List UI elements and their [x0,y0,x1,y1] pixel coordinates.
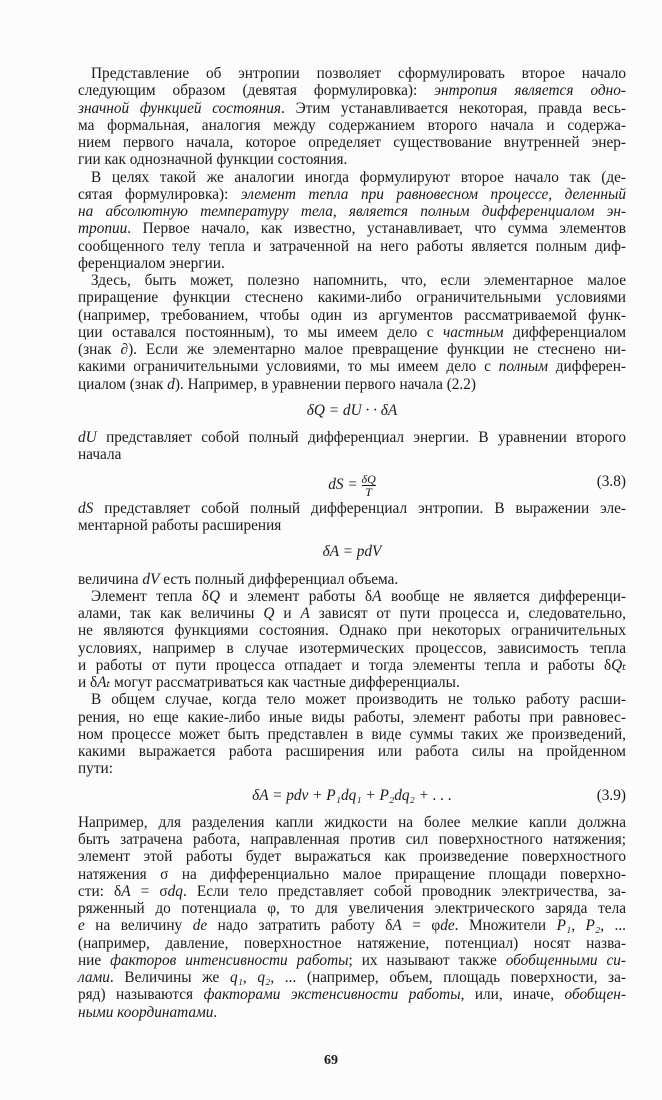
text-line [78,814,626,831]
text-run: (знак [78,341,121,358]
italic-text: dq [167,882,183,900]
text-run: и работы от пути процесса отпадает и тогда элементы тепла и работы δ [78,656,612,674]
text-run: элемент этой работы будет выражаться как произведение поверхностного [78,848,626,866]
text-line [78,900,626,917]
text-run: циалом (знак [78,375,168,393]
text-run: = φ [401,917,441,935]
text-line [78,289,626,306]
text-run: приращение функции стеснено какими-либо ограничительными условиями [78,289,626,307]
text-line [78,917,626,934]
text-run: дифференциалом [503,323,626,341]
text-run: начала [78,446,122,464]
italic-text: e [78,917,85,935]
equation [78,543,626,560]
text-run: = σ [130,882,168,900]
text-run: ). Если же элементарно малое превращение функции не стеснено ни- [128,341,626,358]
text-line [78,622,626,639]
text-line [78,186,626,203]
text-run: представляет собой полный дифференциал энергии. В уравнении второго [96,429,626,446]
text-run: В общем случае, когда тело может производить не только работу расши- [91,691,626,709]
text-run: ряженный до потенциала φ, то для увеличения электрического заряда тела [78,900,626,917]
paragraph [78,814,626,1021]
equation-expression: δA = pdV [322,543,382,561]
text-run: Представление об энтропии позволяет сформулировать второе начало [91,65,626,82]
text-run: следующим образом (девятая формулировка): [78,82,435,100]
italic-text: энтропия является одно- [434,82,626,100]
italic-text: q₁, q₂ [229,969,271,986]
text-line [78,588,626,605]
italic-text: тропии [78,220,128,238]
text-run: , ... [600,917,627,935]
text-line [78,255,626,272]
text-line [78,169,626,186]
text-run: дифферен- [547,358,626,376]
fraction-denominator: T [362,485,376,498]
text-run: сятая формулировка): [78,185,241,203]
text-line [78,726,626,743]
text-line [78,691,626,708]
text-run: ференциалом энергии. [78,254,225,272]
text-line [78,203,626,220]
text-line [78,883,626,900]
text-run: алами, так как величины [78,605,264,622]
page-number: 69 [324,1053,338,1068]
paragraph [78,588,626,692]
text-line [78,866,626,883]
italic-text: ∂ [120,341,129,358]
text-line [78,952,626,969]
text-line [78,341,626,358]
equation [78,471,626,499]
italic-text: факторами экстенсивности работы [203,986,461,1004]
text-run: . Этим устанавливается некоторая, правда весь- [281,99,626,117]
text-line [78,117,626,134]
text-run: быть затрачена работа, направленная против сил поверхностного натяжения; [78,831,626,848]
italic-text: A [372,587,382,605]
text-run: сообщенного телу тепла и затраченной на него работы является полным диф- [78,237,626,255]
paragraph [78,65,626,169]
italic-text: de [440,917,455,935]
text-line [78,134,626,151]
italic-text: обобщенными си- [505,951,626,969]
text-run: ном процессе может быть представлен в виде суммы таких же произведений, [78,725,626,743]
equation-expression: δQ = dU · · δA [306,401,398,419]
equation [78,402,626,419]
text-run: (например, требованием, чтобы один из аргументов рассматриваемой функ- [78,306,626,324]
paragraph [78,500,626,535]
fraction [362,473,376,498]
text-run: надо затратить работу δ [207,917,393,935]
italic-text: лами [78,969,110,986]
text-line [78,640,626,657]
text-line [78,674,626,691]
text-line [78,517,626,534]
text-line [78,935,626,952]
italic-text: полным [498,358,548,376]
text-line [78,500,626,517]
text-run: Например, для разделения капли жидкости на более мелкие капли должна [78,813,626,831]
text-line [78,151,626,168]
paragraph [78,571,626,588]
text-run: ряд) называются [78,986,204,1004]
paragraph [78,429,626,464]
text-run: не являются функциями состояния. Однако при некоторых ограничительных [78,622,626,640]
text-line [78,307,626,324]
text-run: на величину [84,917,193,935]
italic-text: значной функцией состояния [78,99,282,117]
text-run: величина [78,570,143,588]
text-run: В целях такой же аналогии иногда формулируют второе начало так (де- [91,168,626,186]
text-run: , или, иначе, [460,986,565,1004]
text-line [78,1004,626,1021]
text-run: могут рассматриваться как частные дифференциалы. [110,674,460,691]
italic-text: dU [78,429,97,446]
text-run: , ... (например, объем, площадь поверхности, за- [270,969,626,986]
equation [78,787,626,804]
text-line [78,986,626,1003]
italic-text: A [392,917,402,935]
text-line [78,709,626,726]
text-run: вообще не является дифференци- [381,587,626,605]
italic-text: dS [78,499,94,517]
text-line [78,657,626,674]
text-run: пути: [78,760,113,778]
italic-text: P₁, P₂ [556,917,601,935]
page-body [78,65,626,1021]
text-line [78,760,626,777]
italic-text: факторов интенсивности работы [110,951,349,969]
text-line [78,743,626,760]
italic-text: de [192,917,208,935]
text-line [78,848,626,865]
text-run: сти: δ [78,882,122,900]
text-run: зависят от пути процесса и, следовательно, [309,605,626,622]
text-line [78,831,626,848]
italic-text: dV [142,570,160,588]
text-line [78,969,626,986]
text-line [78,605,626,622]
text-run: ). Например, в уравнении первого начала (2.2) [174,375,477,393]
text-run: и элемент работы δ [220,587,373,605]
italic-text: A [121,882,131,900]
text-run: какими ограничительными условиями, то мы имеем дело с [78,358,499,376]
paragraph [78,691,626,777]
italic-text: на абсолютную температуру тела, является полным дифференциалом эн- [78,203,626,220]
text-line [78,429,626,446]
paragraph [78,272,626,393]
text-line [78,376,626,393]
italic-text: частным [442,323,504,341]
text-line [78,358,626,375]
text-line [78,238,626,255]
text-line [78,272,626,289]
italic-text: Q [208,587,221,605]
italic-text: обобщен- [564,986,626,1004]
text-run: и [274,605,301,622]
italic-text: d [167,375,175,393]
paragraph [78,169,626,273]
text-run: Элемент тепла δ [91,587,209,605]
text-run: натяжения σ на дифференциально малое приращение площади поверхно- [78,865,626,883]
text-line [78,571,626,588]
text-line [78,446,626,463]
equation-number: (3.9) [596,786,626,804]
text-line [78,65,626,82]
equation-expression: δA = pdv + P₁dq₁ + P₂dq₂ + . . . [252,786,452,804]
text-run: условиях, например в случае изотермических процессов, зависимость тепла [78,639,626,657]
text-line [78,324,626,341]
text-run: рения, но еще какие-либо иные виды работы, элемент работы при равновес- [78,708,626,726]
text-run: нием первого начала, которое определяет существование внутренней энер- [78,134,626,151]
italic-text: Qₜ [611,656,626,674]
text-run: . Множители [454,917,557,935]
text-run: . Величины же [109,969,230,986]
text-run: ; их называют также [348,951,506,969]
text-run: гии как однозначной функции состояния. [78,151,348,169]
text-line [78,100,626,117]
text-run: Здесь, быть может, полезно напомнить, что, если элементарное малое [91,272,626,289]
text-run: ции оставался постоянным), то мы имеем дело с [78,323,443,341]
italic-text: A [300,605,310,622]
italic-text: Q [263,605,275,622]
text-run: есть полный дифференциал объема. [159,570,399,588]
text-run: ние [78,951,111,969]
text-run: ма формальная, аналогия между содержанием второго начала и содержа- [78,116,626,134]
text-run: ментарной работы расширения [78,517,282,534]
text-run: и δ [78,674,98,691]
fraction-numerator: δQ [361,471,376,486]
text-line [78,220,626,237]
text-run: . Если тело представляет собой проводник электричества, за- [182,882,626,900]
italic-text: Aₜ [97,674,111,691]
equation-lhs: dS = [328,475,362,493]
text-run: (например, давление, поверхностное натяжение, потенциал) носят назва- [78,934,626,952]
italic-text: элемент тепла при равновесном процессе, деленный [240,185,626,203]
italic-text: ными координатами [78,1003,214,1021]
text-run: . [213,1003,218,1021]
text-line [78,82,626,99]
text-run: . Первое начало, как известно, устанавливает, что сумма элементов [127,220,626,238]
text-run: представляет собой полный дифференциал энтропии. В выражении эле- [93,499,626,517]
equation-number: (3.8) [596,472,626,490]
text-run: какими выражается работа расширения или работа силы на пройденном [78,743,626,760]
